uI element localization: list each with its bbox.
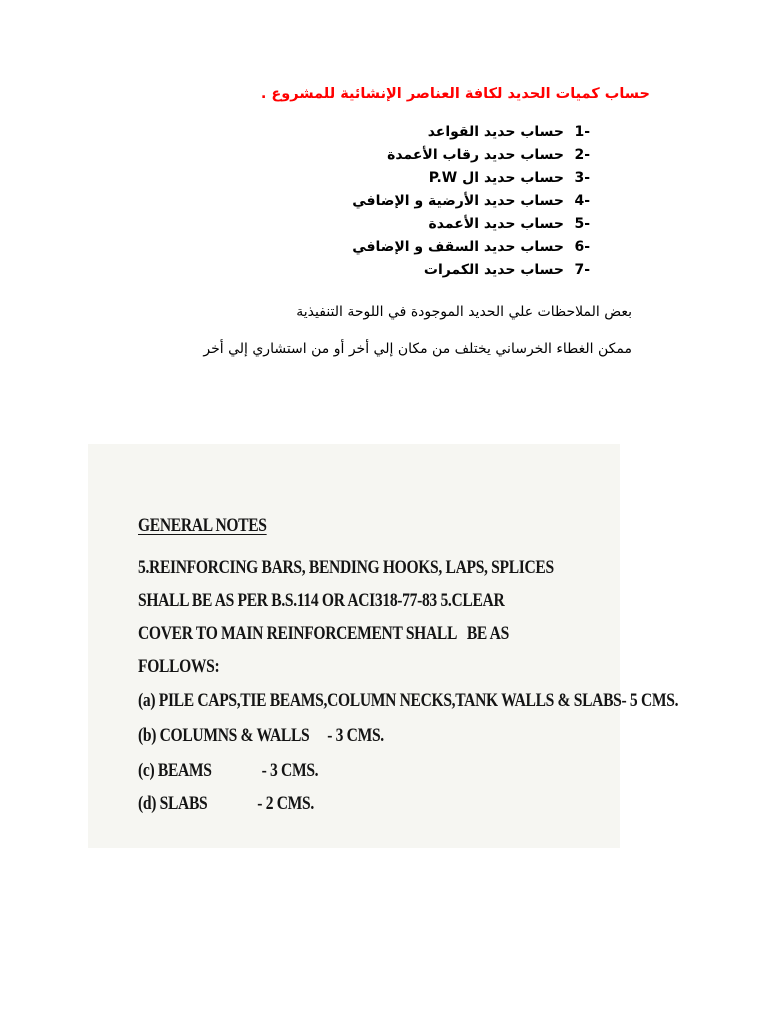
list-item-text: حساب حديد رقاب الأعمدة	[387, 147, 564, 163]
list-item	[352, 167, 590, 190]
page-title: حساب كميات الحديد لكافة العناصر الإنشائية للمشروع .	[260, 86, 650, 102]
list-item	[352, 144, 590, 167]
list-item	[352, 259, 590, 282]
task-list	[352, 121, 590, 282]
list-item-text: حساب حديد السقف و الإضافي	[352, 239, 564, 255]
list-item-text: حساب حديد ال P.W	[428, 170, 564, 186]
list-item-number: -5	[574, 216, 590, 232]
list-item	[352, 213, 590, 236]
list-item-number: -4	[574, 193, 590, 209]
list-item-text: حساب حديد القواعد	[427, 124, 564, 140]
list-item-number: -3	[574, 170, 590, 186]
general-notes-line: 5.REINFORCING BARS, BENDING HOOKS, LAPS, SPLICES	[138, 557, 554, 578]
note-line-concrete-cover: ممكن الغطاء الخرساني يختلف من مكان إلي أخر أو من استشاري إلي أخر	[203, 341, 632, 357]
list-item-number: -1	[574, 124, 590, 140]
list-item	[352, 190, 590, 213]
general-notes-line: FOLLOWS:	[138, 656, 220, 677]
general-notes-line: SHALL BE AS PER B.S.114 OR ACI318-77-83 5.CLEAR	[138, 590, 505, 611]
general-notes-line: (c) BEAMS - 3 CMS.	[138, 760, 319, 781]
list-item-text: حساب حديد الأرضية و الإضافي	[352, 193, 564, 209]
general-notes-line: (d) SLABS - 2 CMS.	[138, 793, 314, 814]
list-item-number: -6	[574, 239, 590, 255]
list-item-number: -7	[574, 262, 590, 278]
list-item-text: حساب حديد الكمرات	[423, 262, 564, 278]
note-line-drawing-remarks: بعض الملاحظات علي الحديد الموجودة في اللوحة التنفيذية	[296, 304, 632, 320]
general-notes-line: (a) PILE CAPS,TIE BEAMS,COLUMN NECKS,TANK WALLS & SLABS- 5 CMS.	[138, 690, 679, 711]
general-notes-line: (b) COLUMNS & WALLS - 3 CMS.	[138, 725, 384, 746]
list-item-text: حساب حديد الأعمدة	[428, 216, 564, 232]
general-notes-scan	[88, 444, 679, 848]
list-item	[352, 236, 590, 259]
list-item	[352, 121, 590, 144]
general-notes-heading: GENERAL NOTES	[138, 515, 267, 536]
list-item-number: -2	[574, 147, 590, 163]
general-notes-line: COVER TO MAIN REINFORCEMENT SHALL BE AS	[138, 623, 509, 644]
